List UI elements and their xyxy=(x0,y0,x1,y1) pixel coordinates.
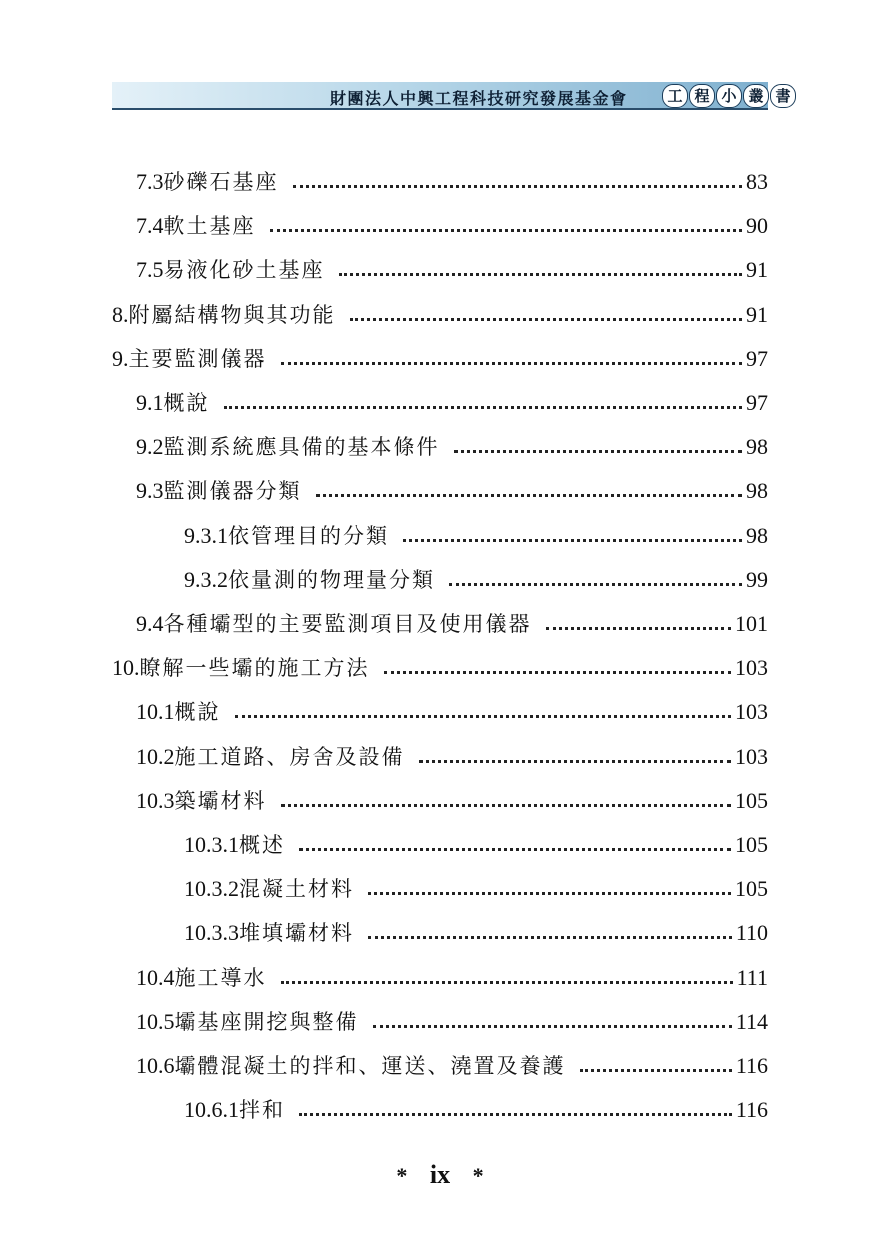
toc-dot-leader xyxy=(373,1025,732,1028)
series-char: 工 xyxy=(662,84,688,108)
toc-entry-page: 116 xyxy=(735,1097,768,1122)
toc-entry-title: 易液化砂土基座 xyxy=(163,258,325,282)
toc-entry[interactable] xyxy=(136,475,768,507)
toc-dot-leader xyxy=(270,229,743,232)
series-char: 小 xyxy=(716,84,742,108)
toc-entry[interactable] xyxy=(184,520,768,552)
toc-dot-leader xyxy=(281,804,732,807)
toc-entry[interactable] xyxy=(136,962,768,994)
toc-entry[interactable] xyxy=(136,1050,768,1082)
toc-entry-page: 97 xyxy=(746,390,768,415)
toc-entry-title: 監測系統應具備的基本條件 xyxy=(163,435,440,459)
toc-entry[interactable] xyxy=(136,387,768,419)
toc-entry-number: 9.3.1 xyxy=(184,523,228,548)
toc-entry-number: 9.1 xyxy=(136,390,164,415)
toc-entry-title: 概說 xyxy=(163,391,210,415)
series-char: 叢 xyxy=(743,84,769,108)
toc-entry-page: 114 xyxy=(735,1009,768,1034)
footer-star-right: * xyxy=(472,1163,484,1188)
toc-entry-page: 99 xyxy=(746,567,768,592)
toc-entry[interactable] xyxy=(136,210,768,242)
toc-entry[interactable] xyxy=(136,785,768,817)
toc-entry-number: 9.2 xyxy=(136,434,164,459)
header-publisher: 財團法人中興工程科技研究發展基金會 xyxy=(330,89,628,108)
toc-entry-number: 8. xyxy=(112,302,129,327)
toc-entry-title: 依量測的物理量分類 xyxy=(228,568,435,592)
toc-dot-leader xyxy=(419,760,732,763)
toc-dot-leader xyxy=(281,981,733,984)
toc-entry-number: 10.3.1 xyxy=(184,832,239,857)
toc-entry-number: 10.6.1 xyxy=(184,1097,239,1122)
toc-entry-page: 83 xyxy=(746,169,768,194)
toc-dot-leader xyxy=(580,1069,732,1072)
toc-entry[interactable] xyxy=(136,166,768,198)
toc-entry-page: 116 xyxy=(735,1053,768,1078)
toc-dot-leader xyxy=(339,273,743,276)
series-char: 書 xyxy=(770,84,796,108)
toc-entry-title: 施工道路、房舍及設備 xyxy=(174,745,405,769)
toc-entry-page: 98 xyxy=(746,523,768,548)
toc-entry-number: 10.2 xyxy=(136,744,175,769)
toc-entry[interactable] xyxy=(136,741,768,773)
toc-entry-title: 堆填壩材料 xyxy=(239,921,354,945)
toc-entry[interactable] xyxy=(112,652,768,684)
series-badge xyxy=(662,84,796,108)
toc-entry-page: 103 xyxy=(735,744,768,769)
toc-entry-number: 10.3.2 xyxy=(184,876,239,901)
toc-dot-leader xyxy=(368,936,732,939)
toc-entry-title: 瞭解一些壩的施工方法 xyxy=(139,656,370,680)
toc-entry-number: 10. xyxy=(112,655,140,680)
toc-entry-page: 98 xyxy=(746,434,768,459)
toc-dot-leader xyxy=(281,362,743,365)
toc-entry-page: 97 xyxy=(746,346,768,371)
toc-entry-page: 105 xyxy=(735,876,768,901)
toc-dot-leader xyxy=(454,450,743,453)
toc-entry[interactable] xyxy=(136,608,768,640)
toc-entry[interactable] xyxy=(184,829,768,861)
toc-entry-number: 10.3 xyxy=(136,788,175,813)
toc-entry-number: 9.4 xyxy=(136,611,164,636)
toc-dot-leader xyxy=(384,671,732,674)
toc-entry[interactable] xyxy=(112,343,768,375)
toc-dot-leader xyxy=(299,1113,732,1116)
page-number: ix xyxy=(429,1160,451,1189)
toc-entry[interactable] xyxy=(136,254,768,286)
toc-entry[interactable] xyxy=(136,696,768,728)
toc-entry-number: 9. xyxy=(112,346,129,371)
toc-dot-leader xyxy=(546,627,732,630)
toc-entry-number: 7.3 xyxy=(136,169,164,194)
toc-entry-number: 10.1 xyxy=(136,699,175,724)
toc-entry-title: 壩體混凝土的拌和、運送、澆置及養護 xyxy=(174,1054,566,1078)
toc-entry-page: 91 xyxy=(746,302,768,327)
toc-entry-page: 111 xyxy=(736,965,768,990)
toc-dot-leader xyxy=(449,583,742,586)
toc-dot-leader xyxy=(235,715,732,718)
toc-entry-page: 91 xyxy=(746,257,768,282)
toc-entry-number: 10.4 xyxy=(136,965,175,990)
toc-entry-page: 90 xyxy=(746,213,768,238)
toc-entry-title: 軟土基座 xyxy=(163,214,256,238)
toc-entry-title: 施工導水 xyxy=(174,966,267,990)
toc-entry-number: 10.6 xyxy=(136,1053,175,1078)
toc-entry-title: 築壩材料 xyxy=(174,789,267,813)
toc-entry-title: 壩基座開挖與整備 xyxy=(174,1010,359,1034)
toc-entry-number: 7.5 xyxy=(136,257,164,282)
toc-entry-title: 概述 xyxy=(239,833,285,857)
toc-dot-leader xyxy=(350,318,743,321)
toc-entry-page: 105 xyxy=(735,788,768,813)
toc-entry-title: 依管理目的分類 xyxy=(228,524,389,548)
toc-entry-title: 附屬結構物與其功能 xyxy=(128,303,336,327)
toc-entry-number: 9.3 xyxy=(136,478,164,503)
toc-entry-page: 110 xyxy=(735,920,768,945)
toc-entry-number: 10.3.3 xyxy=(184,920,239,945)
toc-entry-number: 7.4 xyxy=(136,213,164,238)
toc-entry-page: 105 xyxy=(735,832,768,857)
toc-entry-number: 10.5 xyxy=(136,1009,175,1034)
toc-entry-title: 拌和 xyxy=(239,1098,285,1122)
toc-entry-number: 9.3.2 xyxy=(184,567,228,592)
toc-entry-title: 主要監測儀器 xyxy=(128,347,267,371)
toc-entry-title: 各種壩型的主要監測項目及使用儀器 xyxy=(163,612,532,636)
toc-dot-leader xyxy=(368,892,731,895)
series-char: 程 xyxy=(689,84,715,108)
toc-entry[interactable] xyxy=(184,564,768,596)
toc-dot-leader xyxy=(293,185,743,188)
toc-entry-page: 103 xyxy=(735,655,768,680)
toc-entry[interactable] xyxy=(184,917,768,949)
toc-dot-leader xyxy=(316,494,743,497)
page-footer xyxy=(0,1160,880,1190)
toc-entry[interactable] xyxy=(184,873,768,905)
toc-entry-page: 103 xyxy=(735,699,768,724)
toc-entry-page: 101 xyxy=(735,611,768,636)
toc-entry[interactable] xyxy=(136,431,768,463)
toc-entry[interactable] xyxy=(184,1094,768,1126)
toc-dot-leader xyxy=(224,406,743,409)
toc-entry[interactable] xyxy=(112,299,768,331)
toc-entry[interactable] xyxy=(136,1006,768,1038)
toc-entry-title: 監測儀器分類 xyxy=(163,479,302,503)
toc-entry-page: 98 xyxy=(746,478,768,503)
toc-dot-leader xyxy=(403,539,742,542)
toc-entry-title: 混凝土材料 xyxy=(239,877,354,901)
toc-dot-leader xyxy=(299,848,731,851)
toc-entry-title: 砂礫石基座 xyxy=(163,170,279,194)
footer-star-left: * xyxy=(396,1163,408,1188)
toc-entry-title: 概說 xyxy=(174,700,221,724)
